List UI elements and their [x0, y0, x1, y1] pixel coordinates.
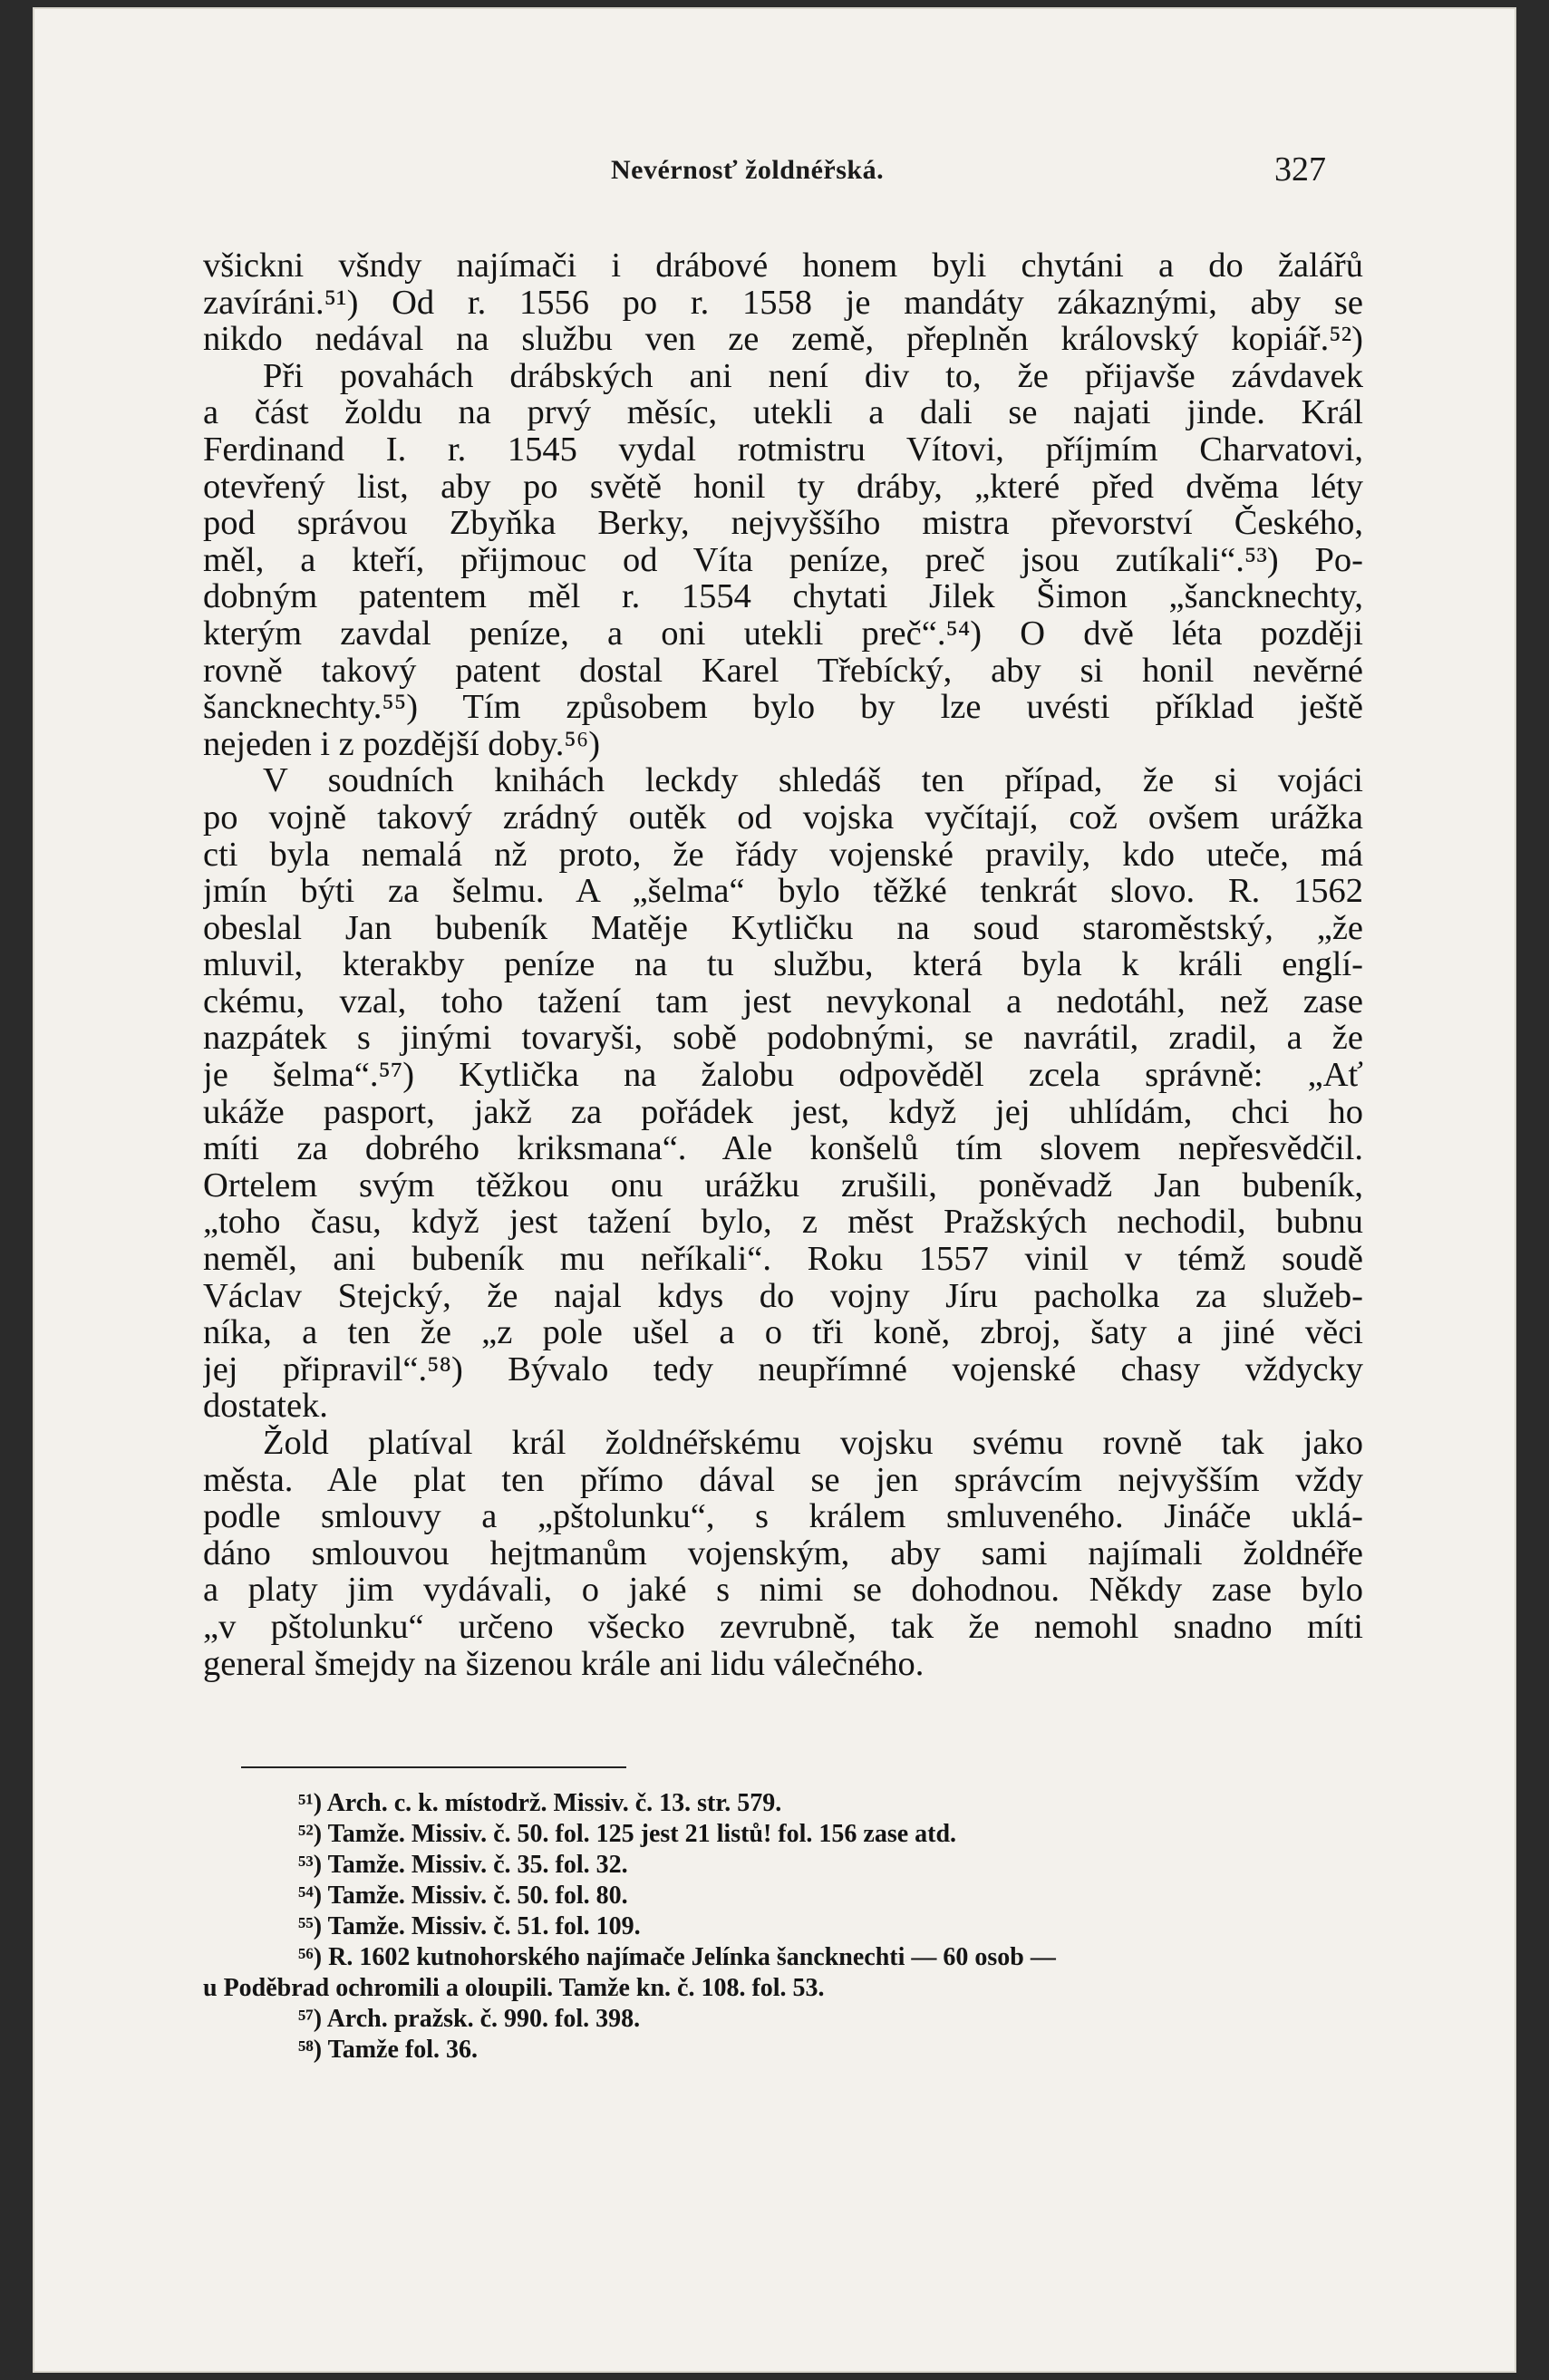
text-line: jej připravil“.⁵⁸) Bývalo tedy neupřímné vojenské chasy vždycky: [203, 1350, 1363, 1388]
text-line: je šelma“.⁵⁷) Kytlička na žalobu odpověděl zcela správně: „Ať: [203, 1057, 1363, 1094]
text-line: a platy jim vydávali, o jaké s nimi se dohodnou. Někdy zase bylo: [203, 1572, 1363, 1609]
text-line: dáno smlouvou hejtmanům vojenským, aby sami najímali žoldnéře: [203, 1534, 1363, 1572]
footnote: ⁵⁸) Tamže fol. 36.: [298, 2036, 478, 2064]
text-line: V soudních knihách leckdy shledáš ten případ, že si vojáci: [263, 762, 1363, 799]
text-line: všickni všndy najímači i drábové honem byli chytáni a do žalářů: [203, 247, 1363, 285]
text-line: obeslal Jan bubeník Matěje Kytličku na soud staroměstský, „že: [203, 909, 1363, 947]
footnote: ⁵⁵) Tamže. Missiv. č. 51. fol. 109.: [298, 1912, 641, 1940]
text-line: nazpátek s jinými tovaryši, sobě podobnými, se navrátil, zradil, a že: [203, 1020, 1363, 1058]
text-line: a část žoldu na prvý měsíc, utekli a dali se najati jinde. Král: [203, 394, 1363, 431]
text-line: mluvil, kterakby peníze na tu službu, která byla k králi englí-: [203, 946, 1363, 983]
text-line: Ferdinand I. r. 1545 vydal rotmistru Vítovi, příjmím Charvatovi,: [203, 431, 1363, 469]
text-line: neměl, ani bubeník mu neříkali“. Roku 1557 vinil v témž soudě: [203, 1241, 1363, 1278]
text-line: „v pštolunku“ určeno všecko zevrubně, tak že nemohl snadno míti: [203, 1608, 1363, 1646]
text-line: Ortelem svým těžkou onu urážku zrušili, poněvadž Jan bubeník,: [203, 1166, 1363, 1205]
text-line: dobným patentem měl r. 1554 chytati Jilek Šimon „šancknechty,: [203, 578, 1363, 615]
footnote: ⁵⁴) Tamže. Missiv. č. 50. fol. 80.: [298, 1882, 628, 1910]
text-line: Václav Stejcký, že najal kdys do vojny Jíru pacholka za služeb-: [203, 1277, 1363, 1315]
footnote: ⁵⁷) Arch. pražsk. č. 990. fol. 398.: [298, 2005, 641, 2033]
text-line: měl, a kteří, přijmouc od Víta peníze, preč jsou zutíkali“.⁵³) Po-: [203, 541, 1363, 579]
text-line: níka, a ten že „z pole ušel a o tři koně, zbroj, šaty a jiné věci: [203, 1314, 1363, 1351]
text-line: nejeden i z pozdější doby.⁵⁶): [203, 724, 601, 763]
text-line: míti za dobrého kriksmana“. Ale konšelů tím slovem nepřesvědčil.: [203, 1130, 1363, 1167]
text-line: rovně takový patent dostal Karel Třebícký, aby si honil nevěrné: [203, 652, 1363, 690]
page-number: 327: [1274, 150, 1326, 189]
footnote: ⁵⁶) R. 1602 kutnohorského najímače Jelínka šancknechti — 60 osob —: [298, 1943, 1056, 1971]
text-line: kterým zavdal peníze, a oni utekli preč“.⁵⁴) O dvě léta později: [203, 614, 1363, 653]
page-header: [33, 150, 1516, 200]
text-line: města. Ale plat ten přímo dával se jen správcím nejvyšším vždy: [203, 1461, 1363, 1499]
footnote: ⁵³) Tamže. Missiv. č. 35. fol. 32.: [298, 1851, 628, 1879]
text-line: dostatek.: [203, 1387, 328, 1426]
footnote: u Poděbrad ochromili a oloupili. Tamže kn. č. 108. fol. 53.: [203, 1974, 825, 2002]
text-line: šancknechty.⁵⁵) Tím způsobem bylo by lze uvésti příklad ještě: [203, 689, 1363, 726]
running-head: Nevérnosť žoldnéřská.: [611, 155, 885, 185]
text-line: po vojně takový zrádný outěk od vojska vyčítají, což ovšem urážka: [203, 798, 1363, 837]
book-page: [33, 7, 1516, 2373]
footnotes: [203, 1788, 1363, 2066]
text-line: general šmejdy na šizenou krále ani lidu válečného.: [203, 1644, 925, 1683]
text-line: Žold platíval král žoldnéřskému vojsku svému rovně tak jako: [263, 1425, 1363, 1462]
text-line: ukáže pasport, jakž za pořádek jest, když jej uhlídám, chci ho: [203, 1093, 1363, 1131]
text-line: podle smlouvy a „pštolunku“, s králem smluveného. Jináče uklá-: [203, 1498, 1363, 1535]
text-line: ckému, vzal, toho tažení tam jest nevykonal a nedotáhl, než zase: [203, 982, 1363, 1021]
footnote: ⁵²) Tamže. Missiv. č. 50. fol. 125 jest 21 listů! fol. 156 zase atd.: [298, 1820, 957, 1848]
text-line: „toho času, když jest tažení bylo, z měst Pražských nechodil, bubnu: [203, 1204, 1363, 1242]
text-line: otevřený list, aby po světě honil ty dráby, „které před dvěma léty: [203, 468, 1363, 506]
text-line: jmín býti za šelmu. A „šelma“ bylo těžké tenkrát slovo. R. 1562: [203, 873, 1363, 910]
text-line: zavíráni.⁵¹) Od r. 1556 po r. 1558 je mandáty zákaznými, aby se: [203, 284, 1363, 322]
text-line: pod správou Zbyňka Berky, nejvyššího mistra převorství Českého,: [203, 505, 1363, 542]
footnote: ⁵¹) Arch. c. k. místodrž. Missiv. č. 13. str. 579.: [298, 1789, 782, 1817]
text-line: Při povahách drábských ani není div to, že přijavše závdavek: [263, 357, 1363, 395]
text-line: nikdo nedával na službu ven ze země, přeplněn královský kopiář.⁵²): [203, 321, 1363, 358]
body-text: [203, 247, 1363, 1682]
footnote-rule: [241, 1766, 626, 1768]
text-line: cti byla nemalá nž proto, že řády vojenské pravily, kdo uteče, má: [203, 836, 1363, 874]
